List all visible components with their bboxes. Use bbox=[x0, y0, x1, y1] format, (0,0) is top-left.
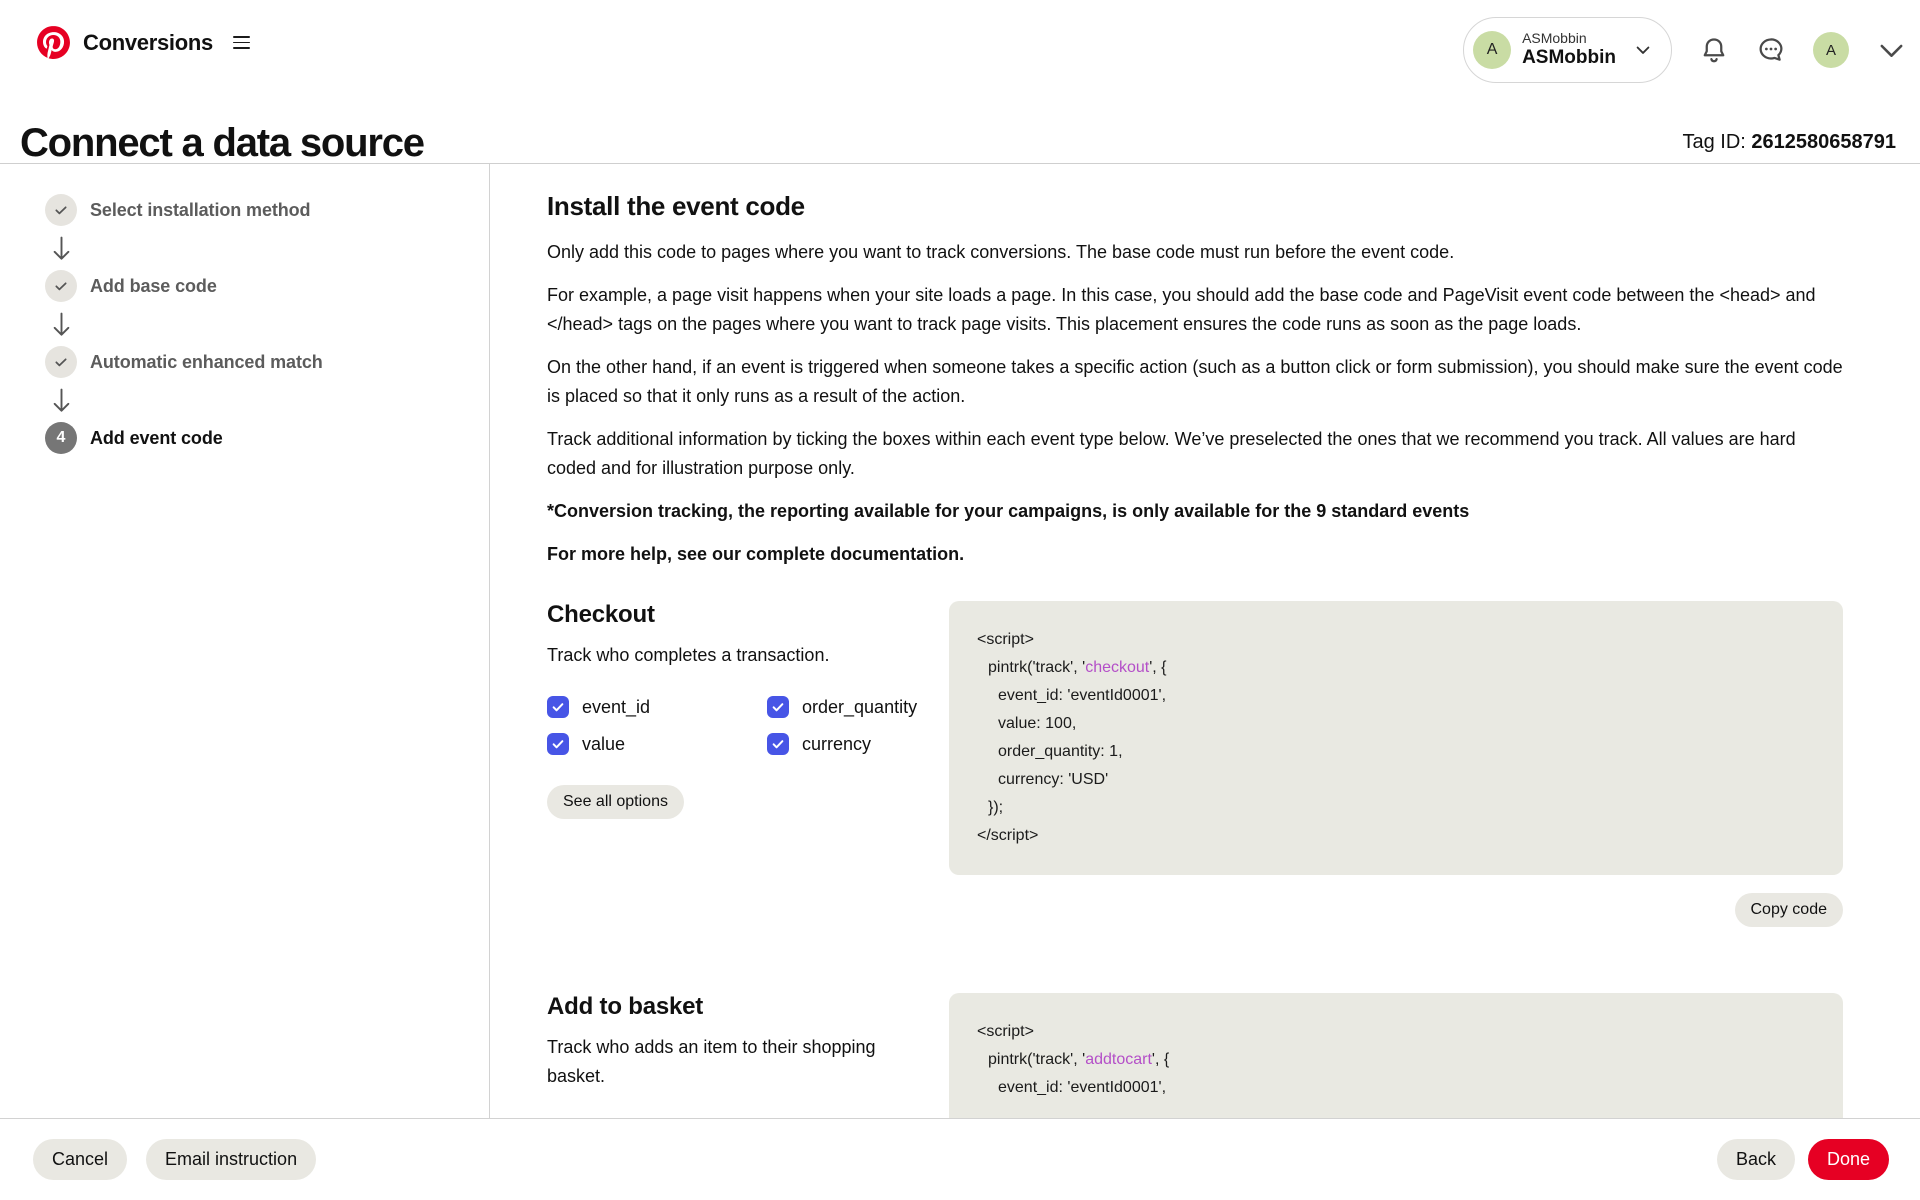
event-code-block bbox=[949, 601, 1843, 875]
checkbox-event-id[interactable] bbox=[547, 696, 767, 718]
event-title: Checkout bbox=[547, 601, 655, 628]
code-text: ', { bbox=[1149, 659, 1167, 676]
done-button[interactable]: Done bbox=[1808, 1139, 1889, 1180]
event-sections bbox=[547, 601, 1843, 1118]
checkbox-label: order_quantity bbox=[802, 696, 918, 717]
brand bbox=[37, 26, 252, 59]
paragraph: For example, a page visit happens when your site loads a page. In this case, you should add the base code and PageVisit event code between the <head> and </head> tags on the pages where you want to track page visits. This placement ensures the code runs as soon as the page loads. bbox=[547, 285, 1816, 334]
event-section-add-to-basket bbox=[547, 993, 1843, 1118]
paragraph: Track additional information by ticking the boxes within each event type below. We’ve preselected the ones that we recommend you track. All values are hard coded and for illustration purpose only. bbox=[547, 429, 1796, 478]
arrow-down-icon bbox=[45, 378, 77, 422]
checkbox-checked-icon[interactable] bbox=[547, 696, 569, 718]
code-text: pintrk('track', ' bbox=[988, 659, 1086, 676]
code-text: </script> bbox=[977, 827, 1039, 844]
tag-id-label: Tag ID: bbox=[1682, 131, 1752, 153]
code-line bbox=[977, 1074, 1815, 1102]
header-chevron-down-icon[interactable] bbox=[1876, 35, 1907, 66]
messages-chat-icon[interactable] bbox=[1756, 35, 1786, 65]
code-text: <script> bbox=[977, 631, 1034, 648]
section-info bbox=[547, 993, 949, 1118]
arrow-down-icon bbox=[45, 226, 77, 270]
paragraph: *Conversion tracking, the reporting available for your campaigns, is only available for the 9 standard events bbox=[547, 501, 1470, 521]
step-label: Automatic enhanced match bbox=[90, 351, 323, 372]
step-number-badge: 4 bbox=[45, 422, 77, 454]
event-code-block bbox=[949, 993, 1843, 1118]
step-label: Add event code bbox=[90, 427, 223, 448]
chevron-down-icon bbox=[1633, 40, 1653, 60]
top-right-controls bbox=[1463, 17, 1907, 83]
code-line bbox=[977, 710, 1815, 738]
tag-id bbox=[1682, 131, 1896, 154]
footer-left bbox=[33, 1139, 316, 1180]
back-button[interactable]: Back bbox=[1717, 1139, 1795, 1180]
paragraph: For more help, see our complete documentation. bbox=[547, 544, 965, 564]
checkbox-checked-icon[interactable] bbox=[547, 733, 569, 755]
step-add-event-code[interactable] bbox=[45, 422, 489, 454]
tag-id-value: 2612580658791 bbox=[1751, 131, 1896, 153]
code-line bbox=[977, 626, 1815, 654]
code-line bbox=[977, 822, 1815, 850]
code-text: event_id: 'eventId0001', bbox=[998, 1079, 1167, 1096]
code-line bbox=[977, 1018, 1815, 1046]
code-text: }); bbox=[988, 799, 1004, 816]
copy-code-button[interactable]: Copy code bbox=[1735, 893, 1844, 927]
section-heading: Install the event code bbox=[547, 191, 805, 221]
checkbox-order-quantity[interactable] bbox=[767, 696, 949, 718]
footer-right bbox=[1717, 1139, 1889, 1180]
section-info bbox=[547, 601, 949, 875]
parameter-checkbox-grid bbox=[547, 696, 949, 755]
event-name-token: checkout bbox=[1085, 659, 1150, 676]
code-text: pintrk('track', ' bbox=[988, 1051, 1086, 1068]
checkbox-label: value bbox=[582, 733, 626, 754]
footer-bar bbox=[0, 1118, 1920, 1200]
see-all-options-button[interactable]: See all options bbox=[547, 785, 684, 819]
email-instruction-button[interactable]: Email instruction bbox=[146, 1139, 316, 1180]
code-text: <script> bbox=[977, 1023, 1034, 1040]
code-text: order_quantity: 1, bbox=[998, 743, 1123, 760]
checkbox-label: event_id bbox=[582, 696, 651, 717]
event-section-checkout bbox=[547, 601, 1843, 927]
account-switcher[interactable] bbox=[1463, 17, 1672, 83]
step-label: Add base code bbox=[90, 275, 217, 296]
step-check-icon bbox=[45, 194, 77, 226]
step-label: Select installation method bbox=[90, 199, 311, 220]
event-description: Track who adds an item to their shopping basket. bbox=[547, 1037, 876, 1086]
step-check-icon bbox=[45, 346, 77, 378]
code-line bbox=[977, 682, 1815, 710]
code-text: event_id: 'eventId0001', bbox=[998, 687, 1167, 704]
arrow-down-icon bbox=[45, 302, 77, 346]
account-names bbox=[1522, 30, 1616, 70]
code-line bbox=[977, 654, 1815, 682]
intro-paragraphs bbox=[547, 238, 1843, 569]
checkbox-label: currency bbox=[802, 733, 872, 754]
code-line bbox=[977, 766, 1815, 794]
paragraph: On the other hand, if an event is triggered when someone takes a specific action (such as a button click or form submission), you should make sure the event code is placed so that it only runs as a result of the action. bbox=[547, 357, 1843, 406]
page-title: Connect a data source bbox=[20, 120, 424, 165]
code-text: value: 100, bbox=[998, 715, 1077, 732]
copy-code-row bbox=[547, 893, 1843, 927]
code-text: currency: 'USD' bbox=[998, 771, 1109, 788]
paragraph: Only add this code to pages where you want to track conversions. The base code must run before the event code. bbox=[547, 242, 1455, 262]
step-add-base-code[interactable] bbox=[45, 270, 489, 302]
event-description: Track who completes a transaction. bbox=[547, 645, 830, 665]
cancel-button[interactable]: Cancel bbox=[33, 1139, 127, 1180]
notifications-bell-icon[interactable] bbox=[1699, 35, 1729, 66]
pinterest-logo-icon[interactable] bbox=[37, 26, 70, 59]
account-name-secondary: ASMobbin bbox=[1522, 30, 1587, 47]
step-select-installation-method[interactable] bbox=[45, 194, 489, 226]
account-avatar: A bbox=[1473, 31, 1511, 69]
code-line bbox=[977, 1046, 1815, 1074]
menu-icon[interactable] bbox=[231, 32, 252, 52]
account-name-primary: ASMobbin bbox=[1522, 47, 1616, 68]
event-title: Add to basket bbox=[547, 993, 704, 1020]
profile-avatar[interactable]: A bbox=[1813, 32, 1849, 68]
step-automatic-enhanced-match[interactable] bbox=[45, 346, 489, 378]
stepper bbox=[0, 164, 490, 1118]
main-content bbox=[491, 164, 1920, 1118]
code-line bbox=[977, 794, 1815, 822]
app-title: Conversions bbox=[83, 29, 213, 55]
code-text: ', { bbox=[1151, 1051, 1170, 1068]
section-columns bbox=[547, 993, 1843, 1118]
checkbox-checked-icon[interactable] bbox=[767, 733, 789, 755]
section-columns bbox=[547, 601, 1843, 875]
checkbox-currency[interactable] bbox=[767, 733, 949, 755]
event-name-token: addtocart bbox=[1085, 1051, 1152, 1068]
step-check-icon bbox=[45, 270, 77, 302]
code-line bbox=[977, 738, 1815, 766]
checkbox-value[interactable] bbox=[547, 733, 767, 755]
checkbox-checked-icon[interactable] bbox=[767, 696, 789, 718]
